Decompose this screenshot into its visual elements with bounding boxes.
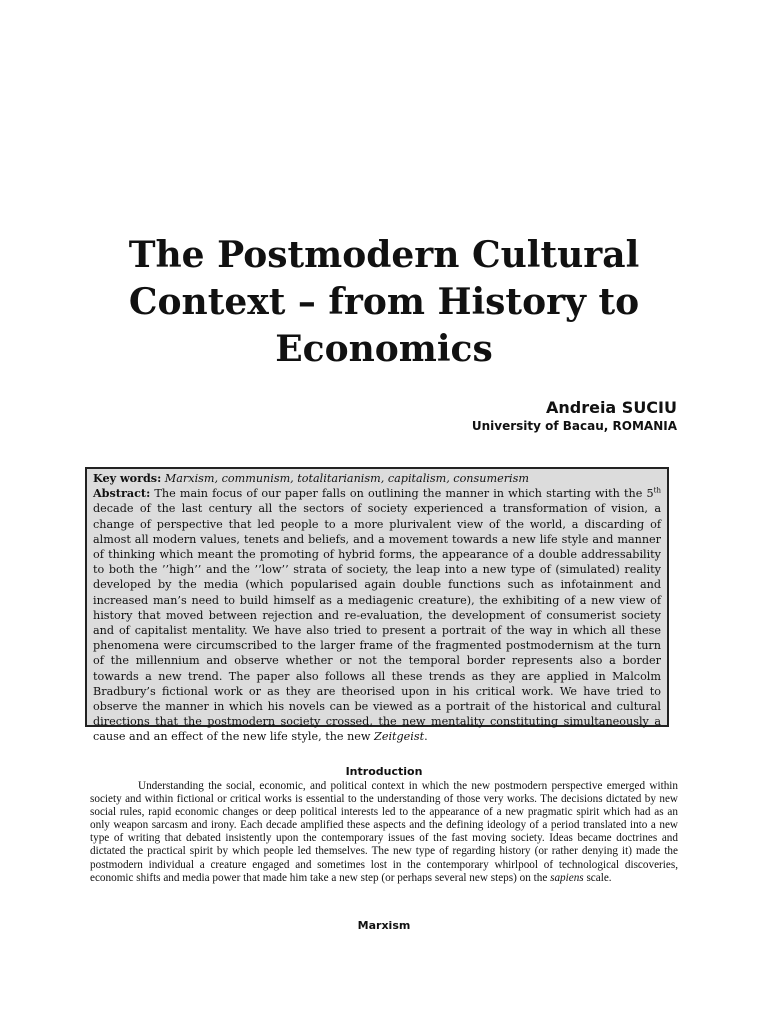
introduction-heading: Introduction <box>345 765 423 778</box>
introduction-paragraph <box>90 780 678 885</box>
introduction-end: scale. <box>586 871 612 884</box>
introduction-sapiens: sapiens <box>550 871 584 884</box>
author-name: Andreia SUCIU <box>545 398 677 417</box>
introduction-text: Understanding the social, economic, and political context in which the new postmodern perspective emerged within society and within fictional or critical works is essential to the understanding of those very works. The decisions dictated by new social rules, rapid economic changes or deep political interests led to the appearance of a new pragmatic spirit which had as an only weapon sarcasm and irony. Each decade amplified these aspects and the defining ideology of a period translated into a new type of writing that debated insistently upon the contemporary issues of the fast moving society. Ideas became doctrines and dictated the practical spirit by which people led themselves. The new type of regarding history (or rather denying it) made the postmodern individual a creature engaged and sometimes lost in the contemporary whirlpool of technological discoveries, economic shifts and media power that made him take a new step (or perhaps several new steps) on the <box>90 780 678 884</box>
abstract-text-part1: The main focus of our paper falls on outlining the manner in which starting with the 5 <box>154 487 654 501</box>
title-line-1: The Postmodern Cultural <box>128 234 640 276</box>
author-affiliation: University of Bacau, ROMANIA <box>471 419 677 433</box>
marxism-heading: Marxism <box>357 919 411 932</box>
paper-title <box>84 232 684 373</box>
title-line-2: Context – from History to <box>128 281 640 323</box>
abstract-paragraph <box>93 486 661 744</box>
title-line-3: Economics <box>275 328 493 370</box>
abstract-end: . <box>424 730 428 744</box>
abstract-label: Abstract: <box>93 486 151 501</box>
abstract-box <box>85 467 669 744</box>
keywords-label: Key words: <box>93 471 162 485</box>
abstract-zeitgeist: Zeitgeist <box>374 730 425 744</box>
keywords-text: Marxism, communism, totalitarianism, capitalism, consumerism <box>164 472 529 485</box>
abstract-superscript: th <box>653 486 661 495</box>
keywords-line <box>93 471 661 486</box>
abstract-text-part2: decade of the last century all the sectors of society experienced a transformation of vision, a change of perspective that led people to a more plurivalent view of the world, a discarding of almost all modern values, tenets and beliefs, and a movement towards a new life style and manner of thinking which meant the promoting of hybrid forms, the appearance of a double addressability to both the ’’high’’ and the ’’low’’ strata of society, the leap into a new type of (simulated) reality developed by the media (which popularised again double functions such as infotainment and increased man’s need to build himself as a mediagenic creature), the exhibiting of a new view of history that moved between rejection and re-evaluation, the development of consumerist society and of capitalist mentality. We have also tried to present a portrait of the way in which all these phenomena were circumscribed to the larger frame of the fragmented postmodernism at the turn of the millennium and observe whether or not the temporal border represents also a border towards a new trend. The paper also follows all these trends as they are applied in Malcolm Bradbury’s fictional work or as they are theorised upon in his critical work. We have tried to observe the manner in which his novels can be viewed as a portrait of the historical and cultural directions that the postmodern society crossed, the new mentality constituting simultaneously a cause and an effect of the new life style, the new <box>93 502 661 744</box>
